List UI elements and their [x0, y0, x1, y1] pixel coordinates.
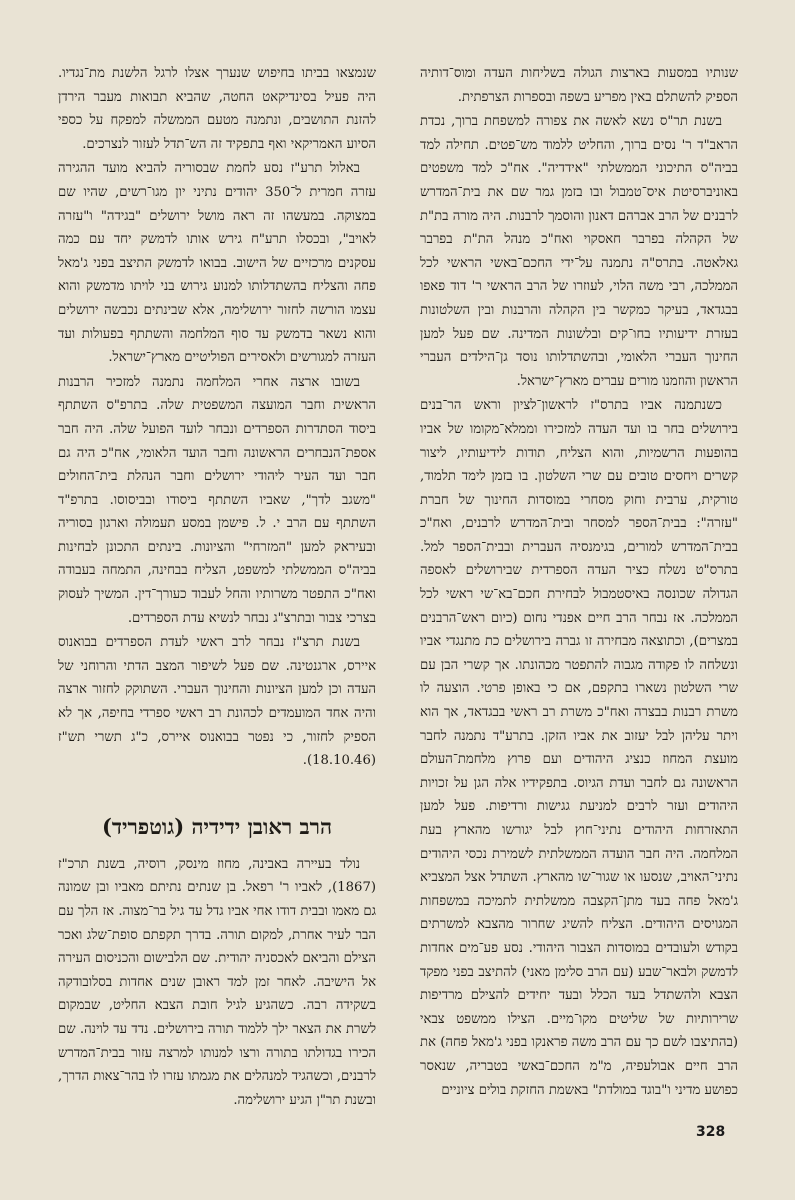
paragraph: באלול תרע"ז נסע לחמת שבסוריה להביא מועד ההגירה עזרה חמרית ל־350 יהודים נתיני יון מגו־רשים, שהיו שם במצוקה. במעשהו זה ראה מושל ירושלים "בגידה" ו"עזרה לאויב", ובכסלו תרע"ח גירש אותו לדמשק יחד עם כמה עסקנים מרכזיים של הישוב. בבואו לדמשק התיצב בפני ג'מאל פחה והצליח בהשתדלותו למנוע גירוש בני לויתו מדמשק והוא עצמו הורשה לחזור ירושלימה, אלא שבינתים נכבשה ירושלים והוא נשאר בדמשק עד סוף המלחמה והשתתף בפעולות ועד העזרה למגורשים ולאסירים הפוליטיים מארץ־ישראל. [58, 161, 377, 366]
paragraph: בשנת תרצ"ז נבחר לרב ראשי לעדת הספרדים בבואנוס איירס, ארגנטינה. שם פעל לשיפור המצב הדתי והרוחני של העדה וכן למען הציונות והחינוך העברי. השתוקק לחזור ארצה והיה אחד המועמדים לכהונת רב ראשי ספרדי בחיפה, אך לא הספיק לחזור, כי נפטר בבואנוס איירס, כ"ג תשרי תש"ז (18.10.46). [58, 635, 376, 769]
paragraph: נולד בעיירה באבינה, מחוז מינסק, רוסיה, בשנת תרכ"ז (1867), לאביו ר' רפאל. בן שנתים נתיתם מאביו ובן שמונה גם מאמו ובבית דודו אחי אביו גדל עד גיל בר־מצוה. אז הלך עם הבר לעיר אחרת, למקום תורה. בדרך תקפתם סופת־שלג ואכר הצילם והביאם לאכסניה יהודית. שם הלבישום והכניסום העירה אל הישיבה. לאחר זמן למד ראובן שנים אחדות בסלובודקה בשקידה רבה. כשהגיע לגיל חובת הצבא החליט, שבמקום לשרת את הצאר ילך ללמוד תורה בירושלים. נדד עד לוינה. שם הכירו בגדולתו בתורה ורצו למנותו למרצה עזור בבית־המדרש לרבנים, וכשהגיד למנהלים את מגמתו עזרו לו בהר־צאות הדרך, ובשנת תר"ן הגיע ירושלימה. [58, 856, 376, 1108]
right-column [420, 62, 738, 1102]
page-number: 328 [696, 1124, 726, 1140]
paragraph: כשנתמנה אביו בתרס"ז לראשון־לציון וראש הר־בנים בירושלים בחר בו ועד העדה למזכירו וממלא־מקומו של אביו בהופעות הרשמיות, והוא הצליח, תודות לידיעותיו, ליצור קשרים ויחסים טובים עם שרי השלטון. בו בזמן לימד תלמוד, טורקית, ערבית וחוק מסחרי במוסדות החינוך של חברת "עזרה": בבית־הספר למסחר ובית־המדרש לרבנים, ואח"כ בבית־המדרש למורים, בגימנסיה העברית ובבית־הספר למל. בתרס"ט נשלח כציר העדה הספרדית שבירושלים לאספה הגדולה שכונסה באיסטמבול לבחירת חכם־בא־שי ראשי לכל הממלכה. אז נבחר הרב חיים אפנדי נחום (כיום ראש־הרבנים במצרים), וכתוצאה מבחירה זו גברה בירושלים כת מתנגדי אביו ונשלחה לו פקודה מגבוה להתפטר מכהונתו. אך קשרי הבן עם שרי השלטון נשארו בתקפם, אם כי באופן פרטי. הוצעה לו משרת רבנות בבצרה ואח"כ משרת רב ראשי בבגדאד, אך הוא ויתר עליהן לבל יעזוב את אביו הזקן. בתרע"ד נתמנה לחבר מועצת המחוז כנציג היהודים ועם פרוץ מלחמת־העולם הראשונה גם לחבר ועדת הגיוס. בתפקידיו אלה הגן על זכויות היהודים ועזר לרבים למניעת גגישות ורדיפות. פעל למען התאזרחות היהודים נתיני־חוץ לבל יגורשו מהארץ בעת המלחמה. היה חבר הועדה הממשלתית לשמירת נכסי היהודים נתיני־האויב, שנסעו או שגור־שו מהארץ. השתדל אצל המצביא ג'מאל פחה בעד מתן־הקצבה ממשלתית לתמיכה במשפחות המגויסים היהודים. הצליח להשיג שחרור מהצבא למשרתים בקודש ולעובדים במוסדות הצבור היהודי. נסע פע־מים אחדות לדמשק ולבאר־שבע (עם הרב סלימן מאני) להתיצב בפני מפקד הצבא ולהשתדל בעד הכלל ובעד יחידים להצילם מרדיפות שרירותיות של שליטים מקו־מיים. הצילו ממשפט צבאי (בהתיצבו לשם כך עם הרב משה פראנקו בפני ג'מאל פחה) את הרב חיים אבולעפיה, מ"מ החכם־באשי בטבריה, שנאסר כפושע מדיני ו"בוגד במולדת" באשמת החזקת בולים ציוניים [420, 398, 738, 1098]
left-column [58, 62, 376, 1112]
paragraph: בשנת תר"ס נשא לאשה את צפורה למשפחת ברוך, נכדת הראב"ד ר' נסים ברוך, והחליט ללמוד מש־פטים. תחילה למד בביה"ס התיכוני הממשלתי "אידדיה". אח"כ למד משפטים באוניברסיטת איס־טמבול ובו בזמן גמר שם את בית־המדרש לרבנים של הרב אברהם דאנון והוסמך לרבנות. היה מורה בת"ת של הקהלה בפרבר חאסקוי ואח"כ מנהל הת"ת בפרבר גאלאטה. בתרס"ה נתמנה על־ידי החכם־באשי הראשי לכל הממלכה, רבי משה הלוי, לעוזרו של הרב הראשי ר' דוד פאפו בבגדאד, בעיקר כמקשר בין הקהלה והרבנות ובין השלטונות בעזרת ידיעותיו בחו־קים ובלשונות המדינה. שם פעל למען החינוך העברי הלאומי, ובהשתדלותו נוסד גן־הילדים העברי הראשון והוזמנו מורים עברים מארץ־ישראל. [420, 114, 738, 389]
paragraph: שנמצאו בביתו בחיפוש שנערך אצלו לרגל הלשנת מת־נגדיו. היה פעיל בסינדיקאט החטה, שהביא תבואות מעבר הירדן להזנת התושבים, ונתמנה מטעם הממשלה למפקח על כספי הסיוע האמריקאי ואף בתפקיד זה הש־תדל לעזור לנצרכים. [58, 66, 376, 152]
paragraph: שנותיו במסעות בארצות הגולה בשליחות העדה ומוס־דותיה הספיק להשתלם באין מפריע בשפה ובספרות הצרפתית. [420, 66, 738, 105]
section-heading: הרב ראובן ידידיה (גוטפריד) [101, 813, 333, 839]
paragraph: בשובו ארצה אחרי המלחמה נתמנה למזכיר הרבנות הראשית וחבר המועצה המשפטית שלה. בתרפ"ס השתתף ביסוד הסתדרות הספרדים ונבחר לועד הפועל שלה. היה חבר אספת־הנבחרים הראשונה וחבר הועד הלאומי, אח"כ היה גם חבר ועד העיר ליהודי ירושלים וחבר הנהלת בית־החולים "משגב לדך", שאביו השתתף ביסודו ובביסוסו. בתרפ"ד השתתף עם הרב י. ל. פישמן במסע תעמולה וארגון בסוריה ובעיראק למען "המזרחי" והציונות. בינתים התכונן לבחינות בביה"ס הממשלתי למשפט, הצליח בבחינה, התמחה בעבודה ואח"כ התפטר משרותיו והחל לעבוד כעורך־דין. המשיך לעסוק בצרכי צבור ובתרצ"ג נבחר לנשיא עדת הספרדים. [58, 374, 376, 626]
